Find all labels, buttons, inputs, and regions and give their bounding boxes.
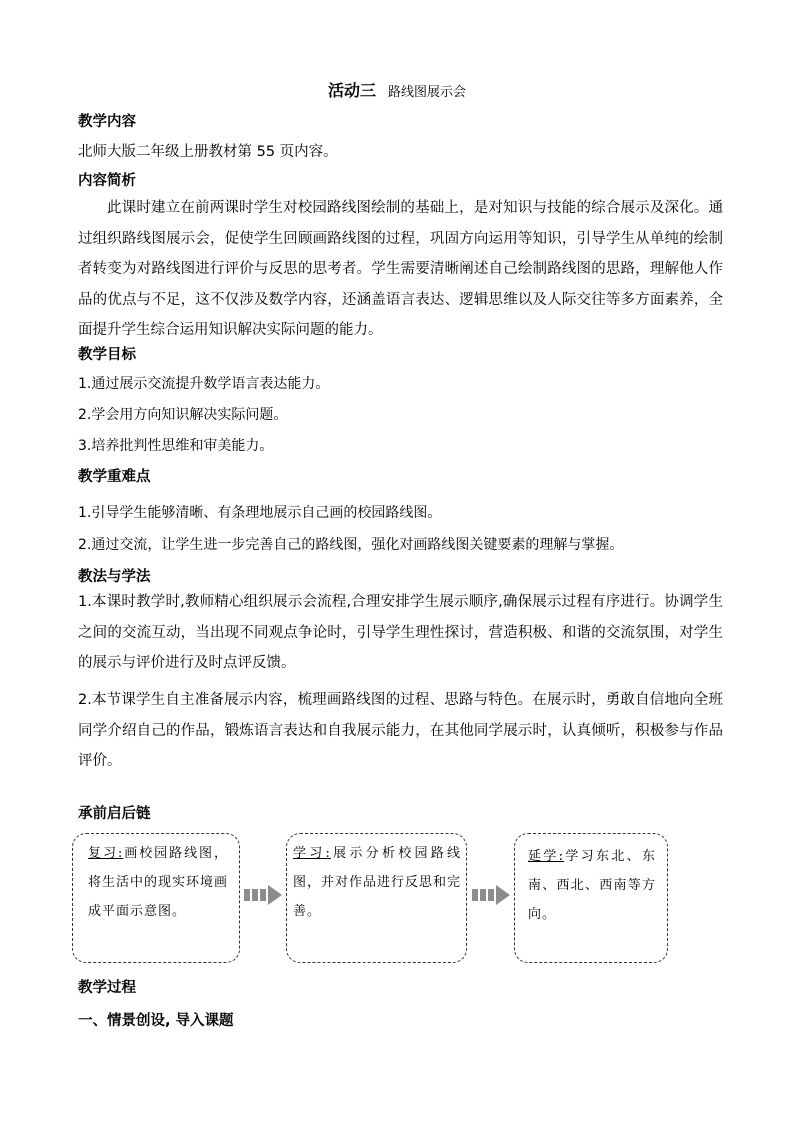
study-label: 学习: <box>293 846 331 861</box>
title-sub: 路线图展示会 <box>388 85 467 100</box>
heading-methods: 教法与学法 <box>78 569 151 585</box>
flow-arrow-icon <box>472 885 512 905</box>
method-item: 2.本节课学生自主准备展示内容，梳理画路线图的过程、思路与特色。在展示时，勇敢自信地向全班同学介绍自己的作品，锻炼语言表达和自我展示能力，在其他同学展示时，认真倾听，积极参与作品评价。 <box>78 692 723 769</box>
heading-chain: 承前启后链 <box>78 806 151 822</box>
goal-item: 1.通过展示交流提升数学语言表达能力。 <box>78 376 330 392</box>
key-point-item: 1.引导学生能够清晰、有条理地展示自己画的校园路线图。 <box>78 505 442 521</box>
flow-arrow-icon <box>244 885 284 905</box>
summary-paragraph: 此课时建立在前两课时学生对校园路线图绘制的基础上，是对知识与技能的综合展示及深化。通过组织路线图展示会，促使学生回顾画路线图的过程，巩固方向运用等知识，引导学生从单纯的绘制者转变为对路线图进行评价与反思的思考者。学生需要清晰阐述自己绘制路线图的思路，理解他人作品的优点与不足，这不仅涉及数学内容，还涵盖语言表达、逻辑思维以及人际交往等多方面素养，全面提升学生综合运用知识解决实际问题的能力。 <box>78 200 723 338</box>
extend-label: 延学: <box>528 849 565 864</box>
review-label: 复习: <box>88 846 124 861</box>
extend-text: 学习东北、东南、西北、西南等方向。 <box>528 849 656 922</box>
content-text: 北师大版二年级上册教材第 55 页内容。 <box>78 144 338 160</box>
heading-summary: 内容简析 <box>78 173 136 189</box>
page-title <box>0 78 794 101</box>
goal-item: 3.培养批判性思维和审美能力。 <box>78 438 274 454</box>
process-step-1: 一、情景创设, 导入课题 <box>78 1013 234 1029</box>
heading-content: 教学内容 <box>78 114 136 130</box>
goal-item: 2.学会用方向知识解决实际问题。 <box>78 407 288 423</box>
key-point-item: 2.通过交流，让学生进一步完善自己的路线图，强化对画路线图关键要素的理解与掌握。 <box>78 537 624 553</box>
heading-key-points: 教学重难点 <box>78 469 151 485</box>
heading-goals: 教学目标 <box>78 347 136 363</box>
chain-box-extend-text <box>528 842 656 929</box>
method-item: 1.本课时教学时,教师精心组织展示会流程,合理安排学生展示顺序,确保展示过程有序进行。协调学生之间的交流互动，当出现不同观点争论时，引导学生理性探讨，营造积极、和谐的交流氛围，对学生的展示与评价进行及时点评反馈。 <box>78 594 723 671</box>
chain-box-review-text <box>88 839 228 926</box>
title-main: 活动三 <box>327 81 376 100</box>
heading-process: 教学过程 <box>78 980 136 996</box>
chain-box-study-text <box>293 839 461 926</box>
study-text: 展示分析校园路线图，并对作品进行反思和完善。 <box>293 846 462 919</box>
review-text: 画校园路线图，将生活中的现实环境画成平面示意图。 <box>88 846 229 919</box>
